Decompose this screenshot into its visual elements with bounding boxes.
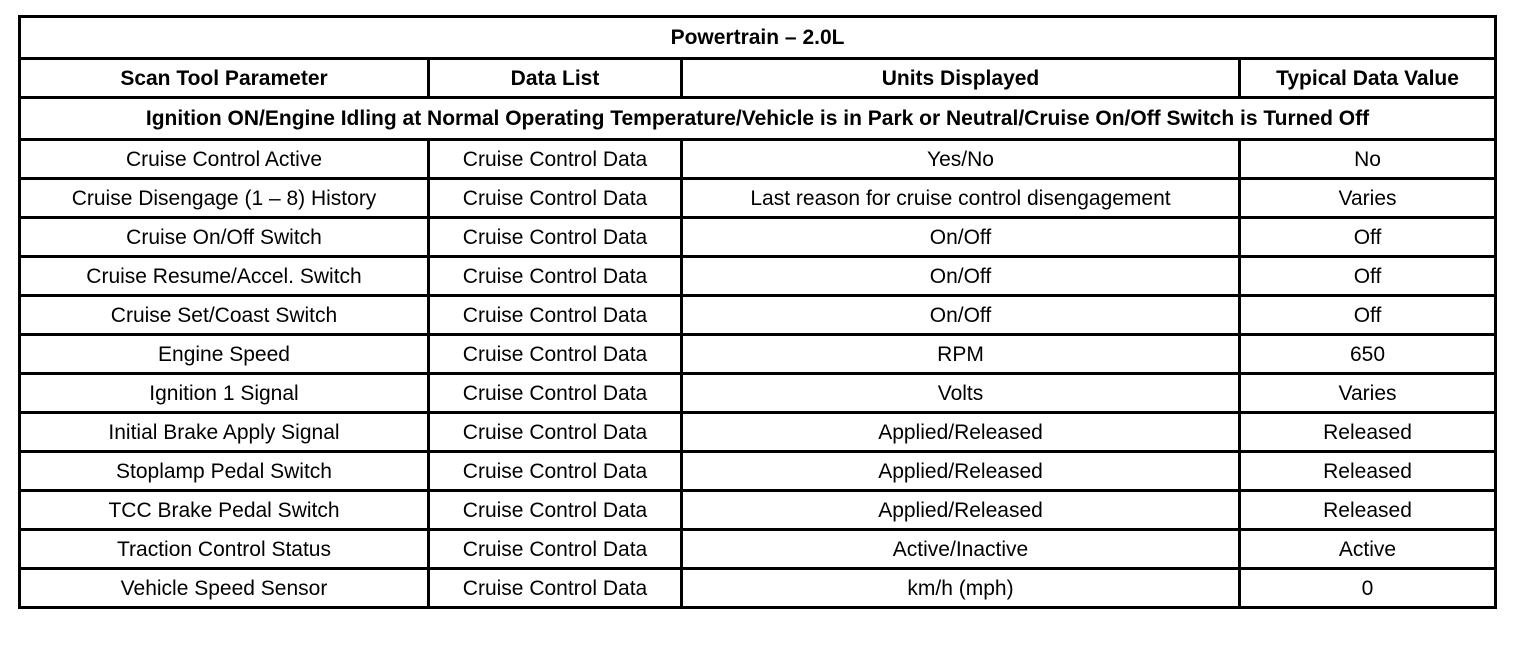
cell-typical-data-value: 0 bbox=[1240, 569, 1496, 608]
cell-data-list: Cruise Control Data bbox=[429, 179, 682, 218]
cell-units-displayed: Last reason for cruise control disengagement bbox=[682, 179, 1240, 218]
cell-typical-data-value: Off bbox=[1240, 257, 1496, 296]
cell-data-list: Cruise Control Data bbox=[429, 257, 682, 296]
cell-typical-data-value: Released bbox=[1240, 452, 1496, 491]
cell-scan-tool-parameter: Cruise On/Off Switch bbox=[20, 218, 429, 257]
cell-typical-data-value: 650 bbox=[1240, 335, 1496, 374]
cell-scan-tool-parameter: Cruise Resume/Accel. Switch bbox=[20, 257, 429, 296]
cell-data-list: Cruise Control Data bbox=[429, 335, 682, 374]
cell-units-displayed: On/Off bbox=[682, 296, 1240, 335]
table-row bbox=[20, 569, 1496, 608]
table-title: Powertrain – 2.0L bbox=[20, 17, 1496, 59]
table-body bbox=[20, 17, 1496, 608]
header-units-displayed: Units Displayed bbox=[682, 59, 1240, 98]
cell-units-displayed: Applied/Released bbox=[682, 452, 1240, 491]
cell-units-displayed: km/h (mph) bbox=[682, 569, 1240, 608]
cell-data-list: Cruise Control Data bbox=[429, 296, 682, 335]
cell-typical-data-value: Released bbox=[1240, 491, 1496, 530]
cell-typical-data-value: Varies bbox=[1240, 179, 1496, 218]
cell-data-list: Cruise Control Data bbox=[429, 140, 682, 179]
cell-typical-data-value: Released bbox=[1240, 413, 1496, 452]
cell-typical-data-value: Off bbox=[1240, 218, 1496, 257]
cell-data-list: Cruise Control Data bbox=[429, 452, 682, 491]
cell-scan-tool-parameter: Initial Brake Apply Signal bbox=[20, 413, 429, 452]
table-row bbox=[20, 257, 1496, 296]
cell-scan-tool-parameter: Ignition 1 Signal bbox=[20, 374, 429, 413]
cell-units-displayed: Yes/No bbox=[682, 140, 1240, 179]
table-row bbox=[20, 452, 1496, 491]
cell-data-list: Cruise Control Data bbox=[429, 413, 682, 452]
cell-typical-data-value: No bbox=[1240, 140, 1496, 179]
cell-data-list: Cruise Control Data bbox=[429, 491, 682, 530]
cell-data-list: Cruise Control Data bbox=[429, 218, 682, 257]
cell-typical-data-value: Off bbox=[1240, 296, 1496, 335]
header-data-list: Data List bbox=[429, 59, 682, 98]
cell-units-displayed: RPM bbox=[682, 335, 1240, 374]
table-row bbox=[20, 530, 1496, 569]
condition-row bbox=[20, 98, 1496, 140]
cell-data-list: Cruise Control Data bbox=[429, 569, 682, 608]
cell-units-displayed: Volts bbox=[682, 374, 1240, 413]
cell-scan-tool-parameter: Stoplamp Pedal Switch bbox=[20, 452, 429, 491]
cell-scan-tool-parameter: Cruise Disengage (1 – 8) History bbox=[20, 179, 429, 218]
table-row bbox=[20, 296, 1496, 335]
cell-typical-data-value: Active bbox=[1240, 530, 1496, 569]
cell-data-list: Cruise Control Data bbox=[429, 374, 682, 413]
cell-typical-data-value: Varies bbox=[1240, 374, 1496, 413]
cell-scan-tool-parameter: Traction Control Status bbox=[20, 530, 429, 569]
table-row bbox=[20, 491, 1496, 530]
table-row bbox=[20, 413, 1496, 452]
header-row bbox=[20, 59, 1496, 98]
cell-units-displayed: Active/Inactive bbox=[682, 530, 1240, 569]
cell-units-displayed: On/Off bbox=[682, 218, 1240, 257]
operating-condition: Ignition ON/Engine Idling at Normal Operating Temperature/Vehicle is in Park or Neutral/Cruise On/Off Switch is Turned Off bbox=[20, 98, 1496, 140]
table-row bbox=[20, 179, 1496, 218]
table-row bbox=[20, 374, 1496, 413]
cell-scan-tool-parameter: Vehicle Speed Sensor bbox=[20, 569, 429, 608]
scan-tool-data-table bbox=[18, 15, 1497, 609]
cell-scan-tool-parameter: Cruise Set/Coast Switch bbox=[20, 296, 429, 335]
header-typical-data-value: Typical Data Value bbox=[1240, 59, 1496, 98]
table-row bbox=[20, 140, 1496, 179]
table-row bbox=[20, 335, 1496, 374]
cell-units-displayed: Applied/Released bbox=[682, 491, 1240, 530]
cell-scan-tool-parameter: TCC Brake Pedal Switch bbox=[20, 491, 429, 530]
data-table-container bbox=[18, 15, 1494, 609]
cell-scan-tool-parameter: Cruise Control Active bbox=[20, 140, 429, 179]
table-row bbox=[20, 218, 1496, 257]
cell-units-displayed: On/Off bbox=[682, 257, 1240, 296]
cell-data-list: Cruise Control Data bbox=[429, 530, 682, 569]
title-row bbox=[20, 17, 1496, 59]
cell-scan-tool-parameter: Engine Speed bbox=[20, 335, 429, 374]
header-scan-tool-parameter: Scan Tool Parameter bbox=[20, 59, 429, 98]
cell-units-displayed: Applied/Released bbox=[682, 413, 1240, 452]
